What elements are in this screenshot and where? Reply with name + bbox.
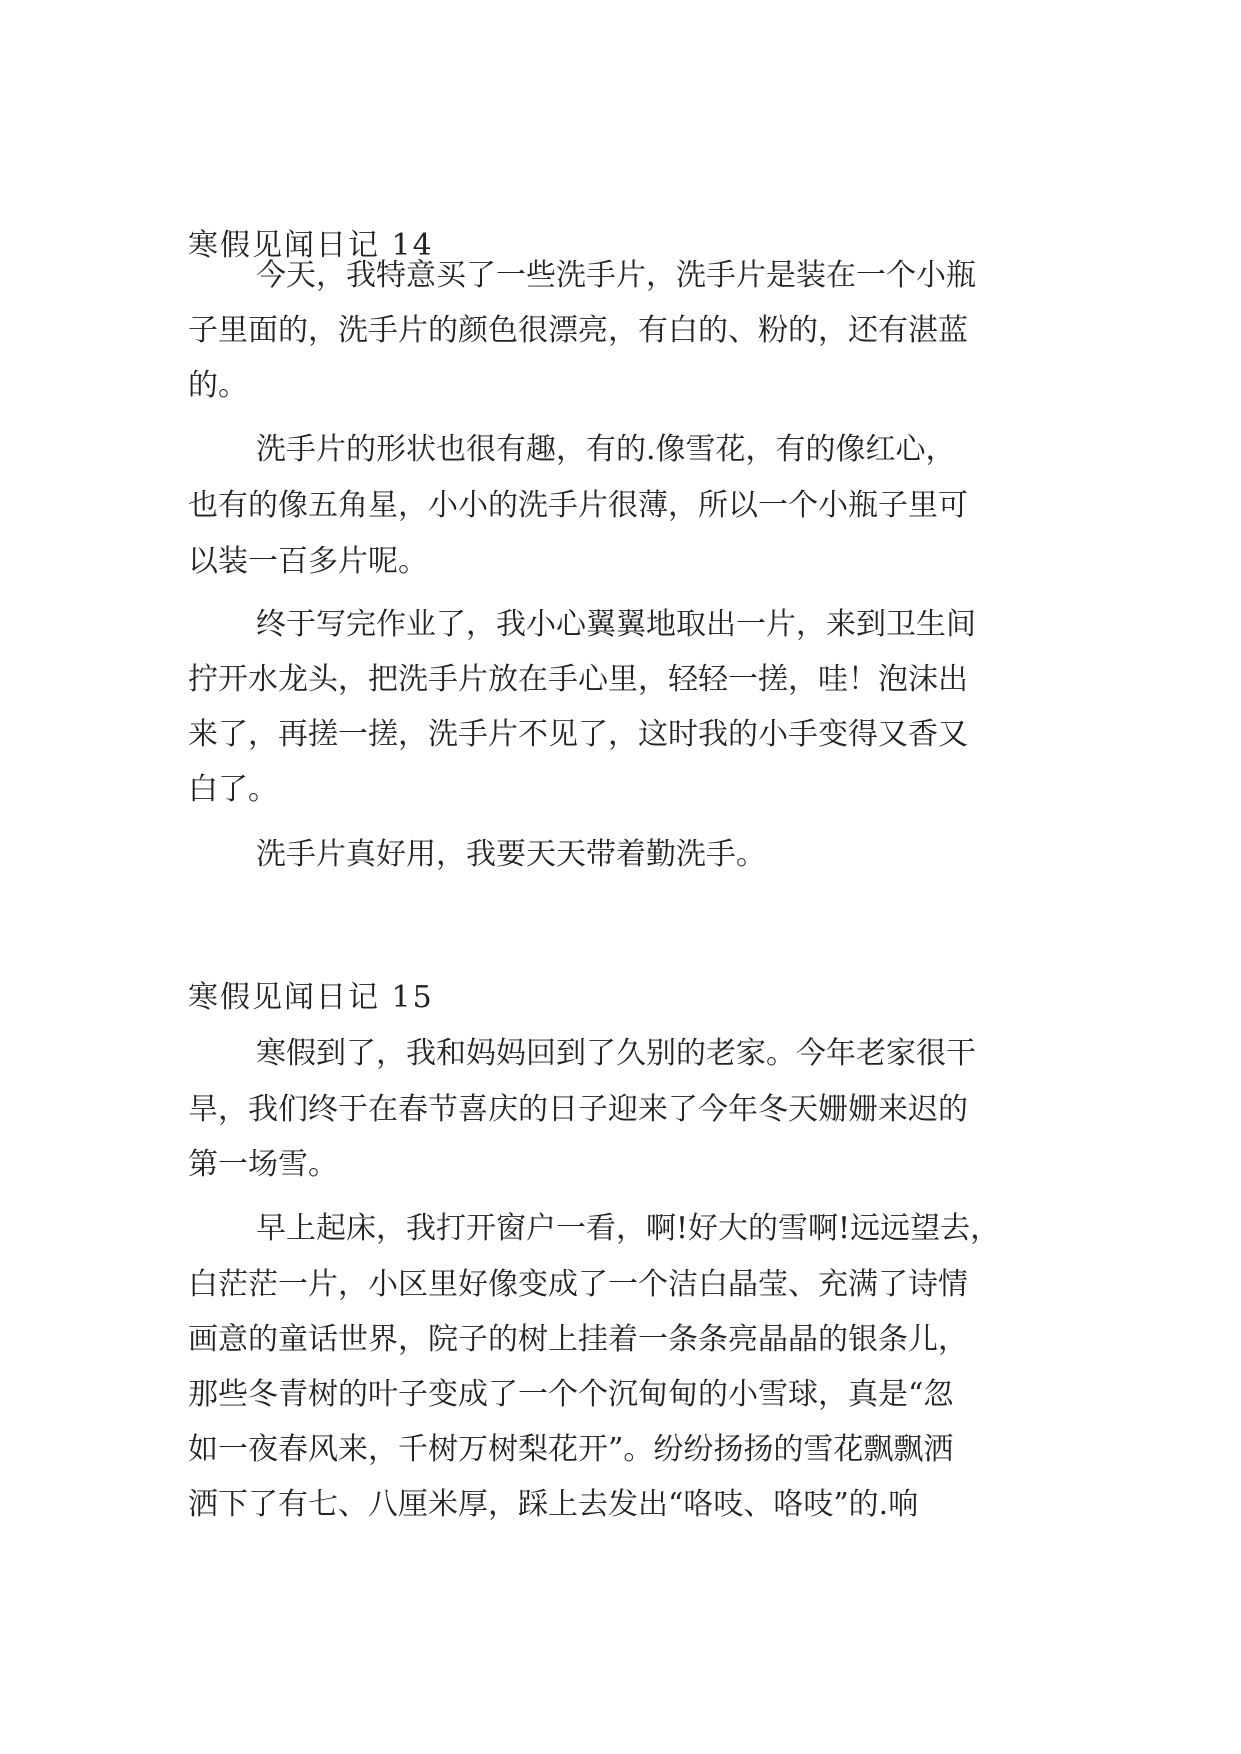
entry-14-paragraph-1-line-2: 子里面的，洗手片的颜色很漂亮，有白的、粉的，还有湛蓝 xyxy=(188,313,968,348)
entry-15-paragraph-2-line-5: 如一夜春风来，千树万树梨花开”。纷纷扬扬的雪花飘飘洒 xyxy=(188,1432,954,1467)
entry-14-paragraph-3-line-4: 白了。 xyxy=(188,772,278,807)
entry-15-paragraph-2-line-6: 洒下了有七、八厘米厚，踩上去发出“咯吱、咯吱”的.响 xyxy=(188,1487,919,1522)
entry-14-paragraph-2-line-3: 以装一百多片呢。 xyxy=(188,544,428,579)
entry-15-paragraph-2-line-4: 那些冬青树的叶子变成了一个个沉甸甸的小雪球，真是“忽 xyxy=(188,1377,954,1412)
entry-15-paragraph-1-line-3: 第一场雪。 xyxy=(188,1147,338,1182)
entry-15-paragraph-1-line-1: 寒假到了，我和妈妈回到了久别的老家。今年老家很干 xyxy=(256,1036,976,1071)
entry-15-paragraph-1-line-2: 旱，我们终于在春节喜庆的日子迎来了今年冬天姗姗来迟的 xyxy=(188,1092,968,1127)
entry-14-paragraph-1-line-3: 的。 xyxy=(188,368,248,403)
entry-14-title: 寒假见闻日记 14 xyxy=(188,228,434,263)
entry-14-paragraph-2-line-1: 洗手片的形状也很有趣，有的.像雪花，有的像红心， xyxy=(256,432,956,467)
entry-14-paragraph-3-line-3: 来了，再搓一搓，洗手片不见了，这时我的小手变得又香又 xyxy=(188,717,968,752)
entry-14-paragraph-3-line-2: 拧开水龙头，把洗手片放在手心里，轻轻一搓，哇！泡沫出 xyxy=(188,662,968,697)
entry-14-paragraph-2-line-2: 也有的像五角星，小小的洗手片很薄，所以一个小瓶子里可 xyxy=(188,488,968,523)
entry-14-paragraph-3-line-1: 终于写完作业了，我小心翼翼地取出一片，来到卫生间 xyxy=(256,607,976,642)
document-page xyxy=(188,0,1053,1754)
entry-14-paragraph-4-line-1: 洗手片真好用，我要天天带着勤洗手。 xyxy=(256,837,766,872)
entry-15-paragraph-2-line-1: 早上起床，我打开窗户一看，啊!好大的雪啊!远远望去， xyxy=(256,1211,1001,1246)
entry-15-title: 寒假见闻日记 15 xyxy=(188,980,434,1015)
entry-15-paragraph-2-line-3: 画意的童话世界，院子的树上挂着一条条亮晶晶的银条儿， xyxy=(188,1322,968,1357)
entry-14-paragraph-1-line-1: 今天，我特意买了一些洗手片，洗手片是装在一个小瓶 xyxy=(256,258,976,293)
entry-15-paragraph-2-line-2: 白茫茫一片，小区里好像变成了一个洁白晶莹、充满了诗情 xyxy=(188,1267,968,1302)
